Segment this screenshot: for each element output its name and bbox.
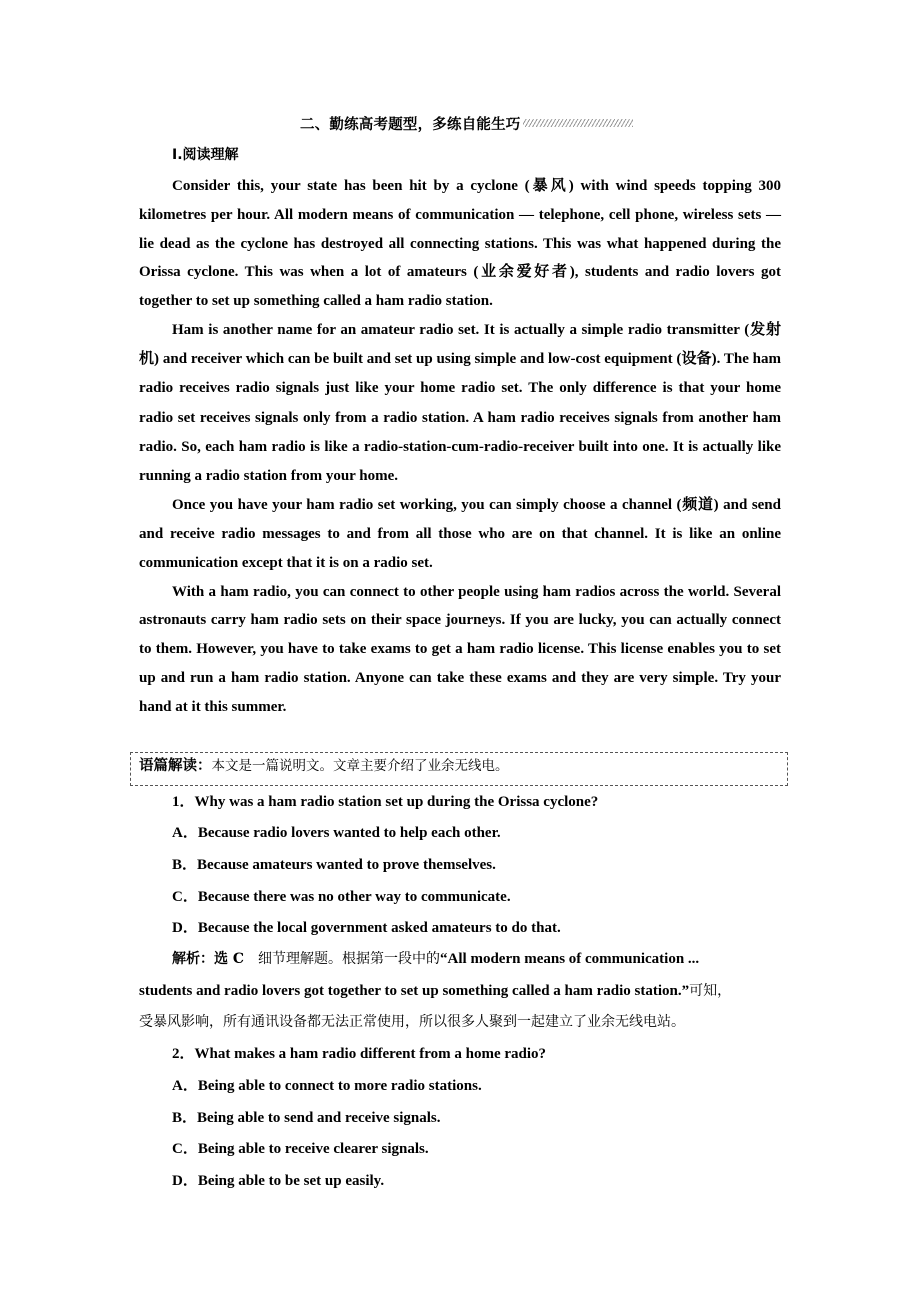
analysis-line-3 <box>139 1007 781 1039</box>
analysis-answer: 选 C <box>214 951 245 967</box>
option-text: Because radio lovers wanted to help each other. <box>197 825 501 841</box>
passage-summary-box <box>130 752 788 786</box>
question-1-option-d[interactable] <box>172 916 561 937</box>
option-letter: D． <box>172 920 198 936</box>
passage-paragraph-2: Ham is another name for an amateur radio set. It is actually a simple radio transmitter (发射机) and receiver which can be built and set up using simple and low-cost equipment (设备). The ham radio receives radio signals just like your home radio set. The only difference is that your home radio set receives signals only from a radio station. A ham radio receives signals from another ham radio. So, each ham radio is like a radio-station-cum-radio-receiver built into one. It is actually like running a radio station from your home. <box>139 321 781 484</box>
option-letter: C． <box>172 889 198 905</box>
option-text: Being able to be set up easily. <box>197 1173 385 1189</box>
option-letter: B． <box>172 1110 198 1126</box>
question-1-analysis <box>139 944 781 1039</box>
option-text: Being able to receive clearer signals. <box>197 1141 429 1157</box>
question-1-option-b[interactable] <box>172 853 496 874</box>
question-1-option-a[interactable] <box>172 821 501 842</box>
analysis-quote-part-1: “All modern means of communication ... <box>440 951 700 967</box>
passage-paragraph-4: With a ham radio, you can connect to other people using ham radios across the world. Several astronauts carry ham radio sets on their space journeys. If you are lucky, you can actually connect to them. However, you have to take exams to get a ham radio license. This license enables you to set up and run a ham radio station. Anyone can take these exams and they are very simple. Try your hand at it this summer. <box>139 583 781 715</box>
analysis-line-1 <box>139 944 781 976</box>
question-2-option-b[interactable] <box>172 1106 441 1127</box>
question-number: 2． <box>172 1046 195 1062</box>
option-letter: C． <box>172 1141 198 1157</box>
option-letter: B． <box>172 857 198 873</box>
analysis-quote-part-2: students and radio lovers got together to set up something called a ham radio station.” <box>139 982 690 999</box>
option-letter: A． <box>172 1078 198 1094</box>
question-number: 1． <box>172 794 195 810</box>
option-letter: D． <box>172 1173 198 1189</box>
question-stem-text: What makes a ham radio different from a home radio? <box>194 1046 547 1062</box>
question-2-option-a[interactable] <box>172 1074 482 1095</box>
analysis-explanation: 受暴风影响，所有通讯设备都无法正常使用，所以很多人聚到一起建立了业余无线电站。 <box>139 1014 685 1030</box>
question-1-stem <box>172 790 598 811</box>
question-1-option-c[interactable] <box>172 885 511 906</box>
analysis-line-2 <box>139 976 781 1008</box>
reading-passage <box>139 172 781 722</box>
option-text: Because amateurs wanted to prove themselves. <box>197 857 496 873</box>
hatch-decoration-icon <box>523 119 633 127</box>
option-text: Because there was no other way to communicate. <box>197 889 511 905</box>
section-title-text: 二、勤练高考题型，多练自能生巧 <box>300 116 521 133</box>
summary-label: 语篇解读： <box>139 758 212 774</box>
question-2-option-d[interactable] <box>172 1169 384 1190</box>
summary-text: 本文是一篇说明文。文章主要介绍了业余无线电。 <box>211 758 509 774</box>
option-letter: A． <box>172 825 198 841</box>
analysis-after-quote: 可知， <box>689 982 732 999</box>
passage-paragraph-3: Once you have your ham radio set working, you can simply choose a channel (频道) and send and receive radio messages to and from all those who are on that channel. It is like an online communication except that it is on a radio set. <box>139 497 781 571</box>
question-2-stem <box>172 1042 546 1063</box>
analysis-label: 解析： <box>172 951 214 967</box>
option-text: Being able to connect to more radio stations. <box>197 1078 482 1094</box>
option-text: Because the local government asked amateurs to do that. <box>197 920 561 936</box>
subsection-title: Ⅰ.阅读理解 <box>172 147 239 163</box>
passage-paragraph-1: Consider this, your state has been hit by a cyclone (暴风) with wind speeds topping 300 kilometres per hour. All modern means of communication — telephone, cell phone, wireless sets — lie dead as the cyclone has destroyed all connecting stations. This was what happened during the Orissa cyclone. This was when a lot of amateurs (业余爱好者), students and radio lovers got together to set up something called a ham radio station. <box>139 178 781 310</box>
option-text: Being able to send and receive signals. <box>197 1110 441 1126</box>
question-stem-text: Why was a ham radio station set up during the Orissa cyclone? <box>194 794 599 810</box>
question-2-option-c[interactable] <box>172 1137 429 1158</box>
analysis-type: 细节理解题。根据第一段中的 <box>258 951 441 967</box>
section-title <box>300 112 633 134</box>
